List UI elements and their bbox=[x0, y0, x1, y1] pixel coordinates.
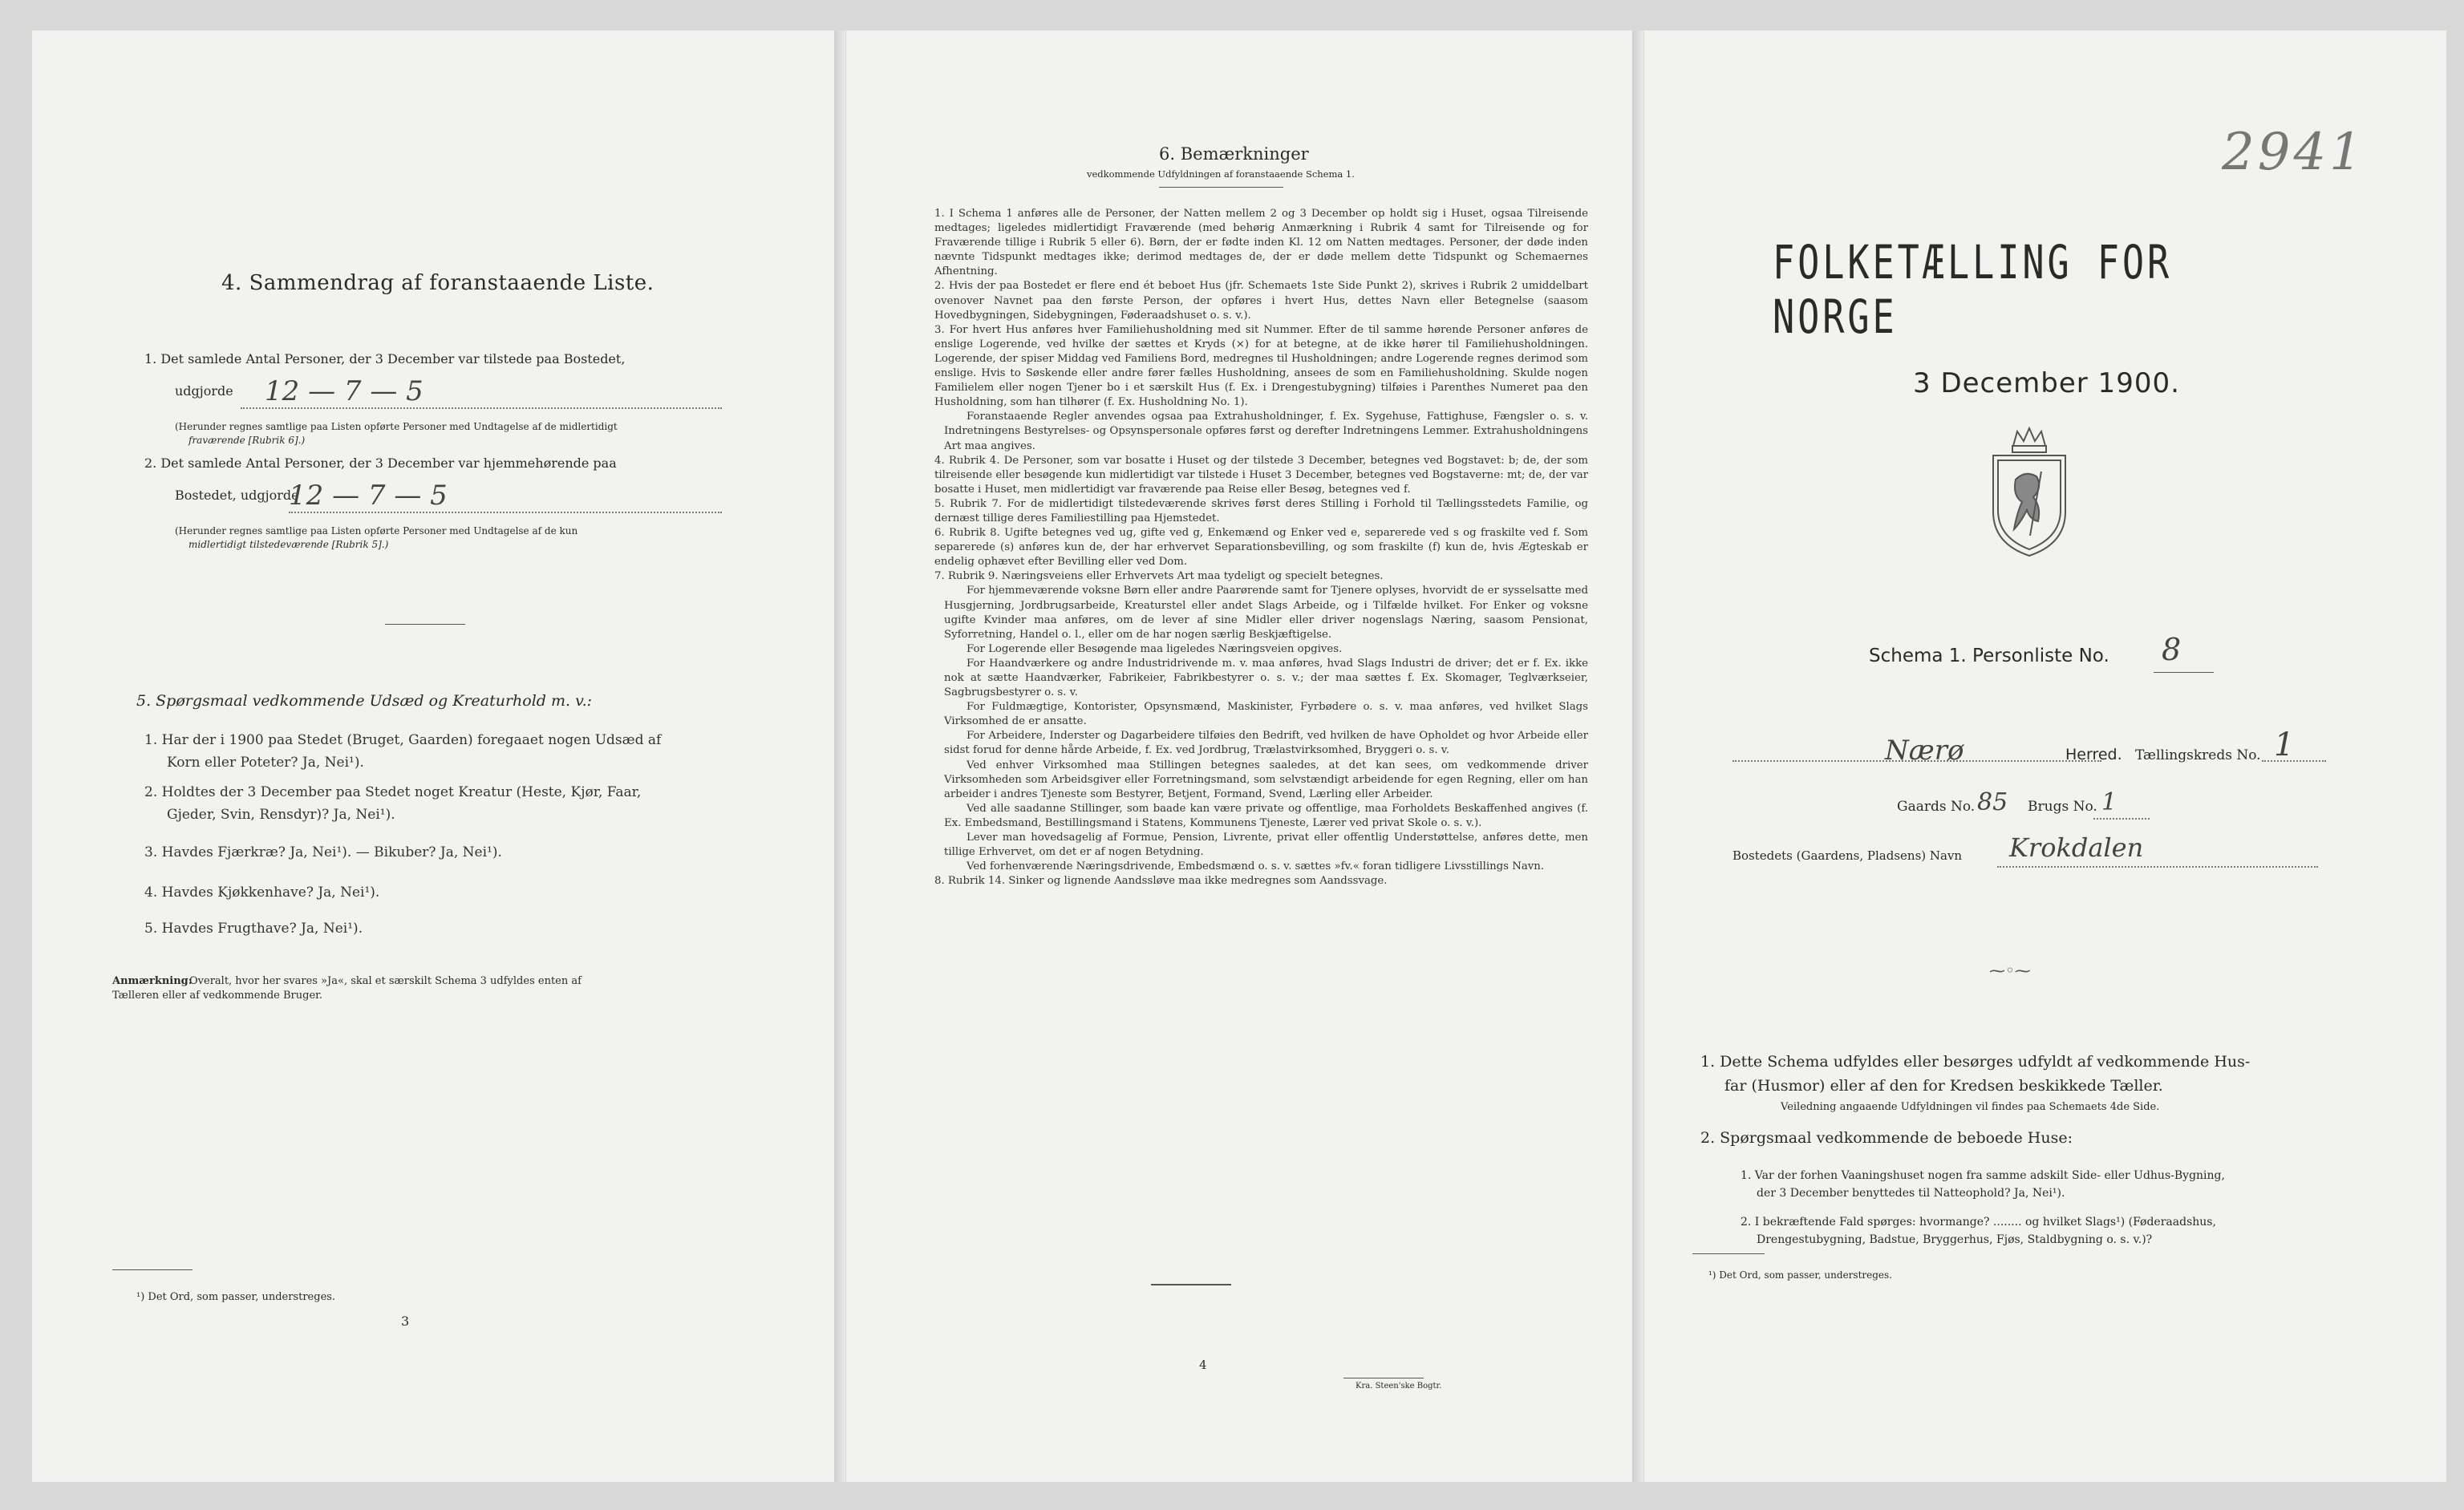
note-paragraph: Foranstaaende Regler anvendes ogsaa paa Extrahusholdninger, f. Ex. Sygehuse, Fattighuse, Fængsler o. s. v. Indretningens Bestyrelses- og Opsynspersonale opføres først og derefter Indretningens Lemmer. Extrahusholdningens Art maa angives. bbox=[944, 411, 1588, 452]
herred-value: Nærø bbox=[1885, 735, 1964, 767]
section5-title: 5. Spørgsmaal vedkommende Udsæd og Kreaturhold m. v.: bbox=[136, 692, 593, 710]
page-3 bbox=[32, 30, 834, 1482]
section4-title: 4. Sammendrag af foranstaaende Liste. bbox=[221, 271, 654, 295]
cover-q2-line1: 2. I bekræftende Fald spørges: hvormange? ........ og hvilket Slags¹) (Føderaadshus, bbox=[1741, 1216, 2216, 1229]
note-paragraph: Ved forhenværende Næringsdrivende, Embedsmænd o. s. v. sættes »fv.« foran tidligere Livsstillings Navn. bbox=[967, 860, 1545, 873]
cover-footnote: ¹) Det Ord, som passer, understreges. bbox=[1708, 1269, 1892, 1281]
cover-item2: 2. Spørgsmaal vedkommende de beboede Huse: bbox=[1700, 1129, 2073, 1147]
section5-q4: 4. Havdes Kjøkkenhave? Ja, Nei¹). bbox=[144, 885, 380, 901]
note-paragraph: 1. I Schema 1 anføres alle de Personer, der Natten mellem 2 og 3 December op holdt sig i Huset, ogsaa Tilreisende medtages; ligeledes midlertidigt Fraværende (med behørig Anmærkning i Rubrik 4 samt for Tilreisende og for Fraværende tillige i Rubrik 5 eller 6). Børn, der er fødte inden Kl. 12 om Natten medtages. Personer, der døde inden nævnte Tidspunkt medtages ikke; derimod medtages de, der er døde mellem dette Tidspunkt og Schemaernes Afhentning. bbox=[934, 208, 1588, 278]
note-paragraph: For Arbeidere, Inderster og Dagarbeidere tilføies den Bedrift, ved hvilken de have Opholdet og hvor Arbeide eller sidst forud for denne hårde Arbeide, f. Ex. ved Jordbrug, Trælastvirksomhed, Bryggeri o. s. v. bbox=[944, 730, 1588, 757]
cover-item1-line2: far (Husmor) eller af den for Kredsen beskikkede Tæller. bbox=[1724, 1077, 2163, 1095]
section5-q3: 3. Havdes Fjærkræ? Ja, Nei¹). — Bikuber? Ja, Nei¹). bbox=[144, 844, 502, 860]
kreds-label: Tællingskreds No. bbox=[2135, 747, 2261, 763]
note-paragraph: 2. Hvis der paa Bostedet er flere end ét beboet Hus (jfr. Schemaets 1ste Side Punkt 2), skrives i Rubrik 2 umiddelbart ovenover Navnet paa den første Person, der opføres i hvert Hus, dettes Navn eller Betegnelse (saasom Hovedbygningen, Sidebygningen, Føderaadshuset o. s. v.). bbox=[934, 280, 1588, 322]
census-date: 3 December 1900. bbox=[1913, 367, 2180, 399]
separator-rule bbox=[385, 624, 465, 625]
note-paragraph: For Fuldmægtige, Kontorister, Opsynsmænd, Maskinister, Fyrbødere o. s. v. maa anføres, ved hvilket Slags Virksomhed de er ansatte. bbox=[944, 701, 1588, 728]
note-paragraph: Ved alle saadanne Stillinger, som baade kan være private og offentlige, maa Forholdets Beskaffenhed angives (f. Ex. Embedsmand, Bestillingsmand i Statens, Kommunens Tjeneste, Lærer ved privat Skole o. s. v.). bbox=[944, 802, 1588, 829]
remark-label: Anmærkning: bbox=[112, 975, 192, 987]
note-paragraph: 7. Rubrik 9. Næringsveiens eller Erhvervets Art maa tydeligt og specielt betegnes. bbox=[934, 570, 1384, 583]
dotted-line bbox=[2093, 818, 2150, 820]
cover-q2-line2: Drengestubygning, Badstue, Bryggerhus, Fjøs, Staldbygning o. s. v.)? bbox=[1757, 1233, 2153, 1246]
section4-item1-line2: udgjorde bbox=[175, 383, 233, 399]
note-paragraph: 5. Rubrik 7. For de midlertidigt tilstedeværende skrives først deres Stilling i Forhold til Tællingsstedets Familie, og dernæst tillige deres Familiestilling paa Hjemstedet. bbox=[934, 497, 1588, 524]
note-paragraph: 6. Rubrik 8. Ugifte betegnes ved ug, gifte ved g, Enkemænd og Enker ved e, separerede ved s og fraskilte ved f. Som separerede (s) anføres kun de, der har erhvervet Separationsbevilling, og som fraskilte (f) kun de, hvis Ægteskab er endelig ophævet efter Bevilling eller ved Dom. bbox=[934, 527, 1588, 569]
note-paragraph: 4. Rubrik 4. De Personer, som var bosatte i Huset og der tilstede 3 December, betegnes ved Bogstavet: b; de, der som tilreisende eller besøgende kun midlertidigt var tilstede i Huset 3 December, betegnes ved Bogstaverne: mt; de, der var bosatte i Huset, men midlertidigt var fraværende paa Reise eller Besøg, betegnes ved f. bbox=[934, 454, 1588, 496]
section5-q2-line2: Gjeder, Svin, Rensdyr)? Ja, Nei¹). bbox=[167, 807, 395, 823]
page-1 bbox=[1644, 30, 2446, 1482]
ornament-icon: ⁓◦⁓ bbox=[1989, 961, 2031, 980]
notes-title: 6. Bemærkninger bbox=[1159, 144, 1309, 164]
remark-line1: Overalt, hvor her svares »Ja«, skal et særskilt Schema 3 udfyldes enten af bbox=[189, 975, 582, 987]
bosted-value: Krokdalen bbox=[2009, 832, 2144, 863]
schema-value: 8 bbox=[2162, 632, 2182, 667]
section4-item1-note2: fraværende [Rubrik 6].) bbox=[188, 435, 306, 446]
section4-item1-note1: (Herunder regnes samtlige paa Listen opførte Personer med Undtagelse af de midlertidigt bbox=[175, 421, 618, 432]
herred-label: Herred. bbox=[2065, 746, 2122, 763]
page-fold bbox=[834, 30, 845, 1482]
note-paragraph: For hjemmeværende voksne Børn eller andre Paarørende samt for Tjenere oplyses, hvorvidt de er sysselsatte med Husgjerning, Jordbrugsarbeide, Kreaturstel eller andet Slags Arbeide, og i Tilfælde hvilket. For Enker og voksne ugifte Kvinder maa anføres, om de lever af sine Midler eller driver nogenslags Næring, saasom Pensionat, Syforretning, Handel o. l., eller om de har nogen særlig Beskjæftigelse. bbox=[944, 585, 1588, 641]
archive-number: 2941 bbox=[2222, 123, 2365, 182]
notes-list bbox=[934, 207, 1588, 889]
dotted-line bbox=[289, 512, 722, 513]
gaards-label: Gaards No. bbox=[1897, 799, 1976, 815]
notes-subtitle: vedkommende Udfyldningen af foranstaaende Schema 1. bbox=[1087, 168, 1355, 180]
footnote-rule bbox=[1692, 1253, 1765, 1254]
printer-mark: Kra. Steen'ske Bogtr. bbox=[1356, 1382, 1442, 1391]
page-number-4: 4 bbox=[1199, 1358, 1207, 1372]
gaards-value: 85 bbox=[1977, 788, 2008, 816]
page-fold bbox=[1632, 30, 1643, 1482]
note-paragraph: For Logerende eller Besøgende maa ligeledes Næringsveien opgives. bbox=[967, 642, 1343, 655]
section5-q1-line1: 1. Har der i 1900 paa Stedet (Bruget, Gaarden) foregaaet nogen Udsæd af bbox=[144, 732, 662, 748]
section4-item2-line2: Bostedet, udgjorde bbox=[175, 488, 299, 503]
bosted-label: Bostedets (Gaardens, Pladsens) Navn bbox=[1732, 848, 1963, 863]
note-paragraph: Lever man hovedsagelig af Formue, Pension, Livrente, privat eller offentlig Understøttelse, anføres dette, men tillige Erhvervet, om det er af nogen Betydning. bbox=[944, 832, 1588, 859]
kreds-value: 1 bbox=[2274, 727, 2295, 763]
note-paragraph: For Haandværkere og andre Industridrivende m. v. maa anføres, hvad Slags Industri de driver; det er f. Ex. ikke nok at sætte Haandværker, Fabrikeier, Fabrikbestyrer o. s. v.; der maa sættes f. Ex. Skomager, Teglværkseier, Sagbrugsbestyrer o. s. v. bbox=[944, 657, 1588, 699]
section4-item1-values: 12 — 7 — 5 bbox=[265, 375, 424, 407]
brugs-label: Brugs No. bbox=[2028, 799, 2097, 815]
footnote-rule bbox=[112, 1269, 192, 1270]
footnote: ¹) Det Ord, som passer, understreges. bbox=[136, 1291, 336, 1303]
note-paragraph: Ved enhver Virksomhed maa Stillingen betegnes saaledes, at det kan sees, om vedkommende driver Virksomheden som Arbeidsgiver eller Forretningsmand, som selvstændigt arbeidende for egen Regning, eller om han arbeider i andres Tjeneste som Bestyrer, Betjent, Formand, Svend, Lærling eller Arbeider. bbox=[944, 759, 1588, 800]
section4-item2-note1: (Herunder regnes samtlige paa Listen opførte Personer med Undtagelse af de kun bbox=[175, 525, 578, 536]
schema-label: Schema 1. Personliste No. bbox=[1869, 646, 2109, 666]
page-number-3: 3 bbox=[401, 1314, 410, 1329]
note-paragraph: 8. Rubrik 14. Sinker og lignende Aandssløve maa ikke medregnes som Aandssvage. bbox=[934, 875, 1388, 888]
section4-item2-values: 12 — 7 — 5 bbox=[289, 480, 448, 512]
remark-line2: Tælleren eller af vedkommende Bruger. bbox=[112, 990, 323, 1002]
section4-item1-line1: 1. Det samlede Antal Personer, der 3 December var tilstede paa Bostedet, bbox=[144, 351, 626, 366]
page-4 bbox=[846, 30, 1632, 1482]
census-title: FOLKETÆLLING FOR NORGE bbox=[1773, 235, 2173, 344]
schema-underline bbox=[2154, 672, 2214, 673]
section5-q5: 5. Havdes Frugthave? Ja, Nei¹). bbox=[144, 921, 363, 937]
norway-coat-of-arms-icon bbox=[1985, 423, 2073, 560]
brugs-value: 1 bbox=[2101, 788, 2118, 816]
cover-item1-line1: 1. Dette Schema udfyldes eller besørges udfyldt af vedkommende Hus- bbox=[1700, 1053, 2251, 1071]
note-paragraph: 3. For hvert Hus anføres hver Familiehusholdning med sit Nummer. Efter de til samme hørende Personer anføres de enslige Logerende, ved hvilke der sættes et Kryds (×) for at betegne, at de ikke hører til Familiehusholdningen. Logerende, der spiser Middag ved Familiens Bord, medregnes til Husholdningen; andre Logerende regnes derimod som enslige. Hvis to Søskende eller andre fører fælles Husholdning, ansees de som en Familiehusholdning. Skulde nogen Familielem eller nogen Tjener bo i et særskilt Hus (f. Ex. i Drengestubygning) tilføies i Parenthes Numeret paa den Husholdning, som han tilhører (f. Ex. Husholdning No. 1). bbox=[934, 323, 1588, 409]
section4-item2-note2: midlertidigt tilstedeværende [Rubrik 5].) bbox=[188, 539, 389, 550]
cover-q1-line1: 1. Var der forhen Vaaningshuset nogen fra samme adskilt Side- eller Udhus-Bygning, bbox=[1741, 1169, 2225, 1182]
cover-q1-line2: der 3 December benyttedes til Natteophold? Ja, Nei¹). bbox=[1757, 1187, 2065, 1200]
section5-q2-line1: 2. Holdtes der 3 December paa Stedet noget Kreatur (Heste, Kjør, Faar, bbox=[144, 784, 642, 800]
dotted-line bbox=[241, 407, 722, 409]
dotted-line bbox=[1997, 866, 2318, 868]
title-rule bbox=[1159, 187, 1283, 188]
end-rule bbox=[1151, 1284, 1231, 1285]
dotted-line bbox=[2262, 760, 2326, 762]
section4-item2-line1: 2. Det samlede Antal Personer, der 3 December var hjemmehørende paa bbox=[144, 455, 617, 471]
section5-q1-line2: Korn eller Poteter? Ja, Nei¹). bbox=[167, 755, 364, 771]
dotted-line bbox=[1732, 760, 2101, 762]
cover-item1-line3: Veiledning angaaende Udfyldningen vil findes paa Schemaets 4de Side. bbox=[1781, 1101, 2160, 1113]
